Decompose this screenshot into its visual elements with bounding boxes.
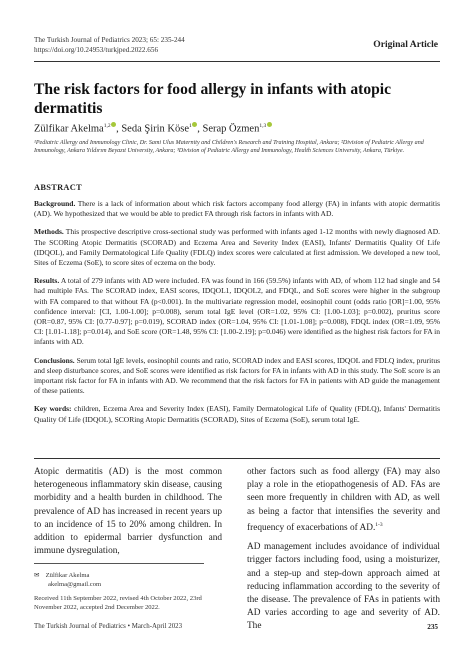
journal-citation: The Turkish Journal of Pediatrics 2023; 65: 235-244 — [34, 36, 185, 44]
footnote-divider — [34, 563, 204, 564]
doi-link[interactable]: https://doi.org/10.24953/turkjped.2022.656 — [34, 46, 159, 54]
background-label: Background. — [34, 199, 76, 208]
conclusions-label: Conclusions. — [34, 355, 75, 365]
abstract — [34, 183, 440, 433]
author-affiliation-mark: 1,3 — [259, 123, 267, 129]
author-affiliation-mark: 1 — [188, 123, 192, 129]
submission-dates: Received 11th September 2022, revised 4th October 2022, 23rd November 2022, accepted 2nd December 2022. — [34, 595, 202, 611]
correspondence-footnote — [34, 571, 224, 612]
abstract-divider — [34, 458, 440, 459]
abstract-conclusions — [34, 356, 440, 397]
correspondence-email[interactable]: akelma@gmail.com — [48, 581, 102, 588]
conclusions-text: Serum total IgE levels, eosinophil counts and ratio, SCORAD index and EASI scores, IDQOL and FDLQ index, pruritus and sleep disturbance scores, and SoE scores were identified as risk factors for FA in infants with AD in this study. The SoE score is an important risk factor for FA in infants with AD. We recommend that the risk factors for FA in patients with AD guide the management of these patients. — [34, 355, 441, 396]
results-label: Results. — [34, 276, 60, 286]
orcid-icon[interactable] — [267, 122, 272, 127]
body-column-right — [247, 466, 440, 640]
affiliations: ¹Pediatric Allergy and Immunology Clinic, Dr. Sami Ulus Maternity and Children's Research and Training Hospital, Ankara; ²Division of Pediatric Allergy and Immunology, Ankara Yıldırım Beyazıt University, Ankara; ³Division of Pediatric Allergy and Immunology, Health Sciences University, Ankara, Türkiye. — [34, 140, 424, 155]
abstract-heading: ABSTRACT — [34, 183, 83, 192]
reference-mark[interactable]: 1-3 — [375, 521, 383, 528]
abstract-results — [34, 276, 440, 347]
keywords-label: Key words: — [34, 404, 72, 414]
author-affiliation-mark: 1,2 — [103, 123, 111, 129]
author-list: Zülfikar Akelma$^{1,2}$ , Seda Şirin Köse$^1$ , Serap Özmen$^{1,3}$ — [34, 122, 272, 135]
footer-journal: The Turkish Journal of Pediatrics • March-April 2023 — [34, 623, 183, 630]
orcid-icon[interactable] — [192, 122, 197, 127]
header-divider — [34, 61, 440, 62]
orcid-icon[interactable] — [111, 122, 116, 127]
body-column-left — [34, 466, 222, 564]
methods-text: This prospective descriptive cross-sectional study was performed with infants aged 1-12 months with newly diagnosed AD. The SCORing Atopic Dermatitis (SCORAD) and Eczema Area and Severity Index (EASI), Infants' Dermatitis Quality Of Life (IDQOL), and Family Dermatological Life Quality (FDLQ) index scores were calculated at first admission. We developed a new tool, Sites of Eczema (SoE), to score sites of eczema on the body. — [34, 227, 440, 268]
correspondence-name: Zülfikar Akelma — [45, 572, 90, 579]
article-type: Original Article — [373, 39, 438, 50]
abstract-background — [34, 199, 440, 219]
page-number: 235 — [427, 623, 438, 631]
paragraph-text: other factors such as food allergy (FA) may also play a role in the etiopathogenesis of AD. FAs are seen more frequently in children with AD, as well as being a factor that intensifies the severity and frequency of exacerbations of AD. — [247, 467, 440, 533]
correspondence-author — [34, 571, 224, 580]
article-title: The risk factors for food allergy in infants with atopic dermatitis — [34, 81, 392, 117]
keywords-text: children, Eczema Area and Severity Index (EASI), Family Dermatological Life of Quality (FDLQ), Infants' Dermatitis Quality Of Life (IDQOL), SCORing Atopic Dermatitis (SCORAD), Sites of Eczema (SoE), serum total IgE. — [34, 404, 441, 424]
methods-label: Methods. — [34, 227, 64, 237]
author-name: Serap Özmen — [202, 123, 260, 135]
author-name: Zülfikar Akelma — [34, 123, 104, 135]
results-text: A total of 279 infants with AD were included. FA was found in 166 (59.5%) infants with AD, of whom 112 had single and 54 had multiple FAs. The SCORAD index, EASI scores, IDQOL1, IDQOL2, and FDQL, and SoE scores were higher in the subgroup with FA compared to that without FA (p<0.001). In the multivariate regression model, eosinophil count (odds ratio [OR]=1.00, 95% confidence interval: [CI, 1.00-1.00]; p=0.008), serum total IgE level (OR=1.02, 95% CI: [1.00-1.03]; p=0.002), pruritus score (OR=0.87, 95% CI: [0.77-0.97]; p=0.019), SCORAD index (OR=1.04, 95% CI: [1.01-1.08]; p=0.008), FDQL index (OR=1.09, 95% CI: [1.01-1.18]; p=0.014), and SoE score (OR=1.48, 95% CI: [1.00-2.19]; p=0.046) were identified as the highest risk factors for FA in infants with AD. — [34, 276, 440, 347]
journal-header — [34, 35, 185, 55]
intro-paragraph — [247, 466, 440, 535]
abstract-methods — [34, 227, 440, 268]
background-text: There is a lack of information about which risk factors accompany food allergy (FA) in infants with atopic dermatitis (AD). We hypothesized that we would be able to predict FA through risk factors in infants with AD. — [34, 199, 440, 219]
abstract-keywords — [34, 404, 440, 424]
author-name: Seda Şirin Köse — [121, 123, 189, 135]
intro-paragraph: Atopic dermatitis (AD) is the most common heterogeneous inflammatory skin disease, causing morbidity and a health burden in childhood. The prevalence of AD has increased in recent years up to an incidence of 15 to 20% among children. In addition to epidermal barrier dysfunction and immune dysregulation, — [34, 467, 222, 557]
intro-paragraph: AD management includes avoidance of individual trigger factors including food, using a moisturizer, and a step-up and step-down approach aimed at reducing inflammation according to the severity of the disease. The prevalence of FAs in patients with AD varies according to age and severity of AD. The — [247, 542, 440, 632]
envelope-icon: ✉ — [34, 572, 40, 579]
